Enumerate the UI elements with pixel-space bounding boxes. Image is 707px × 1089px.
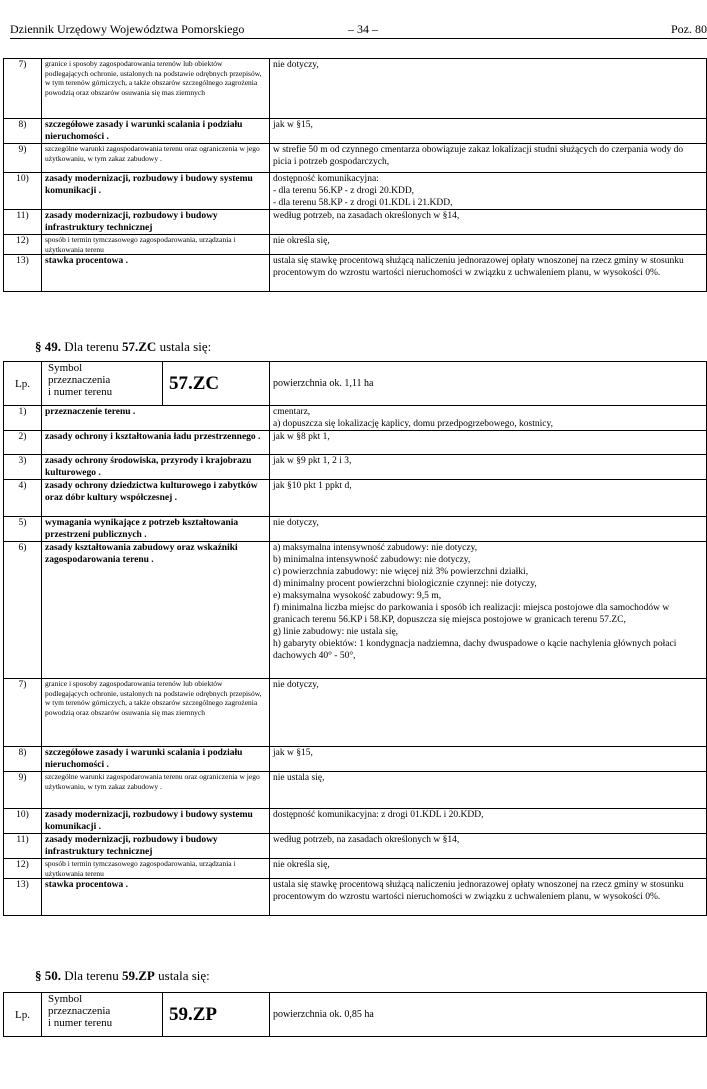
row-number: 11) xyxy=(4,834,42,859)
table-header-row xyxy=(4,993,707,1037)
table-terrain-57zc xyxy=(3,361,707,916)
table-row xyxy=(4,679,707,747)
row-label: zasady modernizacji, rozbudowy i budowy infrastruktury technicznej xyxy=(42,834,270,859)
table-row xyxy=(4,480,707,517)
page-header xyxy=(10,22,707,39)
row-value: jak w §15, xyxy=(270,747,707,772)
row-number: 6) xyxy=(4,542,42,679)
page-number: – 34 – xyxy=(348,22,378,36)
section-50-heading: § 50. Dla terenu 59.ZP ustala się: xyxy=(35,968,210,983)
row-value: dostępność komunikacyjna: - dla terenu 56.KP - z drogi 20.KDD, - dla terenu 58.KP - z drogi 01.KDL i 21.KDD, xyxy=(270,173,707,210)
row-value: ustala się stawkę procentową służącą naliczeniu jednorazowej opłaty wnoszonej na rzecz gminy w stosunku procentowym do wzrostu wartości nieruchomości w związku z uchwaleniem planu, w wysokości 0%. xyxy=(270,255,707,292)
row-value: nie określa się, xyxy=(270,859,707,879)
table-row xyxy=(4,59,707,119)
symbol-header: Symbol przeznaczenia i numer terenu xyxy=(42,993,163,1037)
table-row xyxy=(4,455,707,480)
row-number: 4) xyxy=(4,480,42,517)
row-value: nie dotyczy, xyxy=(270,59,707,119)
row-number: 10) xyxy=(4,809,42,834)
table-row xyxy=(4,144,707,173)
table-row xyxy=(4,747,707,772)
row-value: nie dotyczy, xyxy=(270,517,707,542)
row-value: ustala się stawkę procentową służącą naliczeniu jednorazowej opłaty wnoszonej na rzecz gminy w stosunku procentowym do wzrostu wartości nieruchomości w związku z uchwaleniem planu, w wysokości 0%. xyxy=(270,879,707,916)
table-row xyxy=(4,517,707,542)
table-row xyxy=(4,772,707,809)
row-number: 12) xyxy=(4,859,42,879)
table-terrain-59zp xyxy=(3,992,707,1037)
table-row xyxy=(4,173,707,210)
row-number: 8) xyxy=(4,119,42,144)
row-value: jak w §15, xyxy=(270,119,707,144)
row-value: nie ustala się, xyxy=(270,772,707,809)
row-label: stawka procentowa . xyxy=(42,879,270,916)
row-label: wymagania wynikające z potrzeb kształtowania przestrzeni publicznych . xyxy=(42,517,270,542)
row-value: nie określa się, xyxy=(270,235,707,255)
table-row xyxy=(4,210,707,235)
table-row xyxy=(4,235,707,255)
row-label: zasady ochrony dziedzictwa kulturowego i zabytków oraz dóbr kultury współczesnej . xyxy=(42,480,270,517)
row-label: zasady ochrony środowiska, przyrody i krajobrazu kulturowego . xyxy=(42,455,270,480)
symbol-header: Symbol przeznaczenia i numer terenu xyxy=(42,362,163,406)
row-value: jak w §9 pkt 1, 2 i 3, xyxy=(270,455,707,480)
row-number: 7) xyxy=(4,679,42,747)
row-number: 10) xyxy=(4,173,42,210)
row-label: zasady ochrony i kształtowania ładu przestrzennego . xyxy=(42,431,270,455)
row-label: zasady kształtowania zabudowy oraz wskaźniki zagospodarowania terenu . xyxy=(42,542,270,679)
row-number: 2) xyxy=(4,431,42,455)
lp-header: Lp. xyxy=(4,993,42,1037)
row-number: 8) xyxy=(4,747,42,772)
row-label: szczegółowe zasady i warunki scalania i podziału nieruchomości . xyxy=(42,747,270,772)
row-value: jak w §8 pkt 1, xyxy=(270,431,707,455)
row-label: zasady modernizacji, rozbudowy i budowy systemu komunikacji . xyxy=(42,173,270,210)
lp-header: Lp. xyxy=(4,362,42,406)
row-label: zasady modernizacji, rozbudowy i budowy systemu komunikacji . xyxy=(42,809,270,834)
row-number: 9) xyxy=(4,772,42,809)
row-value: nie dotyczy, xyxy=(270,679,707,747)
row-label: przeznaczenie terenu . xyxy=(42,406,270,431)
row-label: szczególne warunki zagospodarowania terenu oraz ograniczenia w jego użytkowaniu, w tym zakaz zabudowy . xyxy=(42,144,270,173)
table-row xyxy=(4,406,707,431)
table-row xyxy=(4,255,707,292)
row-number: 12) xyxy=(4,235,42,255)
row-value: w strefie 50 m od czynnego cmentarza obowiązuje zakaz lokalizacji studni służących do czerpania wody do picia i potrzeb gospodarczych, xyxy=(270,144,707,173)
row-label: stawka procentowa . xyxy=(42,255,270,292)
row-label: granice i sposoby zagospodarowania terenów lub obiektów podlegających ochronie, ustalonych na podstawie odrębnych przepisów, w tym terenów górniczych, a także obszarów szczególnego zagrożenia powodzią oraz obszarów osuwania się mas ziemnych xyxy=(42,59,270,119)
table-row xyxy=(4,431,707,455)
terrain-code: 57.ZC xyxy=(163,362,270,406)
row-value: cmentarz, a) dopuszcza się lokalizację kaplicy, domu przedpogrzebowego, kostnicy, xyxy=(270,406,707,431)
row-label: sposób i termin tymczasowego zagospodarowania, urządzania i użytkowania terenu xyxy=(42,859,270,879)
table-row xyxy=(4,809,707,834)
position-number: Poz. 80 xyxy=(671,22,707,36)
row-value: jak §10 pkt 1 ppkt d, xyxy=(270,480,707,517)
table-row xyxy=(4,834,707,859)
row-label: szczególne warunki zagospodarowania terenu oraz ograniczenia w jego użytkowaniu, w tym zakaz zabudowy . xyxy=(42,772,270,809)
table-row xyxy=(4,542,707,679)
row-value: według potrzeb, na zasadach określonych w §14, xyxy=(270,210,707,235)
table-row xyxy=(4,879,707,916)
terrain-code: 59.ZP xyxy=(163,993,270,1037)
journal-title: Dziennik Urzędowy Województwa Pomorskiego xyxy=(10,22,245,36)
row-label: zasady modernizacji, rozbudowy i budowy infrastruktury technicznej xyxy=(42,210,270,235)
row-number: 3) xyxy=(4,455,42,480)
row-label: szczegółowe zasady i warunki scalania i podziału nieruchomości . xyxy=(42,119,270,144)
terrain-area: powierzchnia ok. 1,11 ha xyxy=(270,362,707,406)
row-number: 7) xyxy=(4,59,42,119)
table-row xyxy=(4,859,707,879)
section-49-heading: § 49. Dla terenu 57.ZC ustala się: xyxy=(35,339,212,354)
row-number: 9) xyxy=(4,144,42,173)
row-number: 5) xyxy=(4,517,42,542)
row-value: a) maksymalna intensywność zabudowy: nie dotyczy, b) minimalna intensywność zabudowy: nie dotyczy, c) powierzchnia zabudowy: nie więcej niż 3% powierzchni działki, d) minimalny procent powierzchni biologicznie czynnej: nie dotyczy, e) maksymalna wysokość zabudowy: 9,5 m, f) minimalna liczba miejsc do parkowania i sposób ich realizacji: miejsca postojowe dla samochodów w granicach terenu 56.KP i 58.KP, dopuszcza się miejsca postojowe w granicach terenu 57.ZC, g) linie zabudowy: nie ustala się, h) gabaryty obiektów: 1 kondygnacja nadziemna, dachy dwuspadowe o kącie nachylenia głównych połaci dachowych 40° - 50°, xyxy=(270,542,707,679)
table-row xyxy=(4,119,707,144)
row-number: 13) xyxy=(4,255,42,292)
terrain-area: powierzchnia ok. 0,85 ha xyxy=(270,993,707,1037)
row-label: granice i sposoby zagospodarowania terenów lub obiektów podlegających ochronie, ustalonych na podstawie odrębnych przepisów, w tym terenów górniczych, a także obszarów szczególnego zagrożenia powodzią oraz obszarów osuwania się mas ziemnych xyxy=(42,679,270,747)
row-value: dostępność komunikacyjna: z drogi 01.KDL i 20.KDD, xyxy=(270,809,707,834)
row-label: sposób i termin tymczasowego zagospodarowania, urządzania i użytkowania terenu xyxy=(42,235,270,255)
row-value: według potrzeb, na zasadach określonych w §14, xyxy=(270,834,707,859)
row-number: 13) xyxy=(4,879,42,916)
row-number: 1) xyxy=(4,406,42,431)
table-terrain-58kp-continued xyxy=(3,58,707,292)
table-header-row xyxy=(4,362,707,406)
row-number: 11) xyxy=(4,210,42,235)
